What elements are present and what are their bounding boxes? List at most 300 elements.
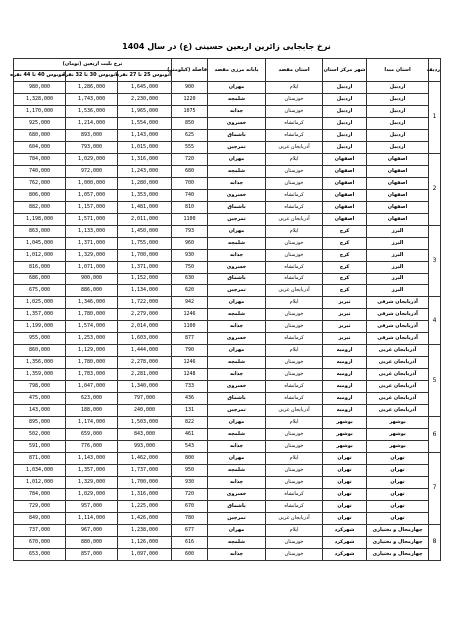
dest-province-cell: آذربایجان غربی: [266, 213, 323, 225]
dest-province-cell: آذربایجان غربی: [266, 285, 323, 297]
dest-province-cell: ایلام: [266, 225, 323, 237]
fare-bus25-cell: 1,444,000: [118, 345, 172, 357]
origin-province-cell: تهران: [367, 476, 429, 488]
origin-province-cell: اردبیل: [367, 105, 429, 117]
dest-province-cell: آذربایجان غربی: [266, 512, 323, 524]
distance-cell: 677: [172, 524, 208, 536]
table-row: [14, 165, 441, 177]
origin-city-cell: اصفهان: [323, 165, 367, 177]
fare-bus25-cell: 1,503,000: [118, 417, 172, 429]
fare-bus25-cell: 1,340,000: [118, 381, 172, 393]
dest-province-cell: ایلام: [266, 153, 323, 165]
table-row: [14, 213, 441, 225]
origin-province-cell: بوشهر: [367, 441, 429, 453]
fare-bus40-cell: 1,045,000: [14, 237, 66, 249]
fare-bus40-cell: 816,000: [14, 261, 66, 273]
fare-bus25-cell: 1,722,000: [118, 297, 172, 309]
border-terminal-cell: مهران: [208, 82, 266, 94]
distance-cell: 700: [172, 177, 208, 189]
origin-province-cell: البرز: [367, 237, 429, 249]
border-terminal-cell: باشماق: [208, 129, 266, 141]
origin-city-cell: اصفهان: [323, 201, 367, 213]
border-terminal-cell: تمرچین: [208, 285, 266, 297]
distance-cell: 750: [172, 261, 208, 273]
fare-bus30-cell: 1,174,000: [66, 417, 118, 429]
fare-bus40-cell: 1,198,000: [14, 213, 66, 225]
table-row: [14, 129, 441, 141]
origin-province-cell: بوشهر: [367, 417, 429, 429]
border-terminal-cell: شلمچه: [208, 93, 266, 105]
table-row: [14, 273, 441, 285]
origin-province-cell: آذربایجان غربی: [367, 345, 429, 357]
fare-bus30-cell: 967,000: [66, 524, 118, 536]
fare-bus30-cell: 659,000: [66, 429, 118, 441]
distance-cell: 733: [172, 381, 208, 393]
table-row: [14, 429, 441, 441]
fare-bus30-cell: 1,780,000: [66, 309, 118, 321]
fare-bus40-cell: 653,000: [14, 548, 66, 560]
dest-province-cell: کرمانشاه: [266, 488, 323, 500]
group-index-cell: 3: [429, 225, 441, 297]
distance-cell: 670: [172, 500, 208, 512]
table-row: [14, 189, 441, 201]
fare-bus30-cell: 623,000: [66, 393, 118, 405]
origin-province-cell: اردبیل: [367, 82, 429, 94]
origin-city-cell: تهران: [323, 476, 367, 488]
origin-city-cell: اردبیل: [323, 129, 367, 141]
table-row: [14, 93, 441, 105]
fare-bus25-cell: 1,238,000: [118, 524, 172, 536]
border-terminal-cell: خسروی: [208, 488, 266, 500]
distance-cell: 877: [172, 333, 208, 345]
distance-cell: 850: [172, 117, 208, 129]
border-terminal-cell: مهران: [208, 225, 266, 237]
dest-province-cell: کرمانشاه: [266, 129, 323, 141]
distance-cell: 942: [172, 297, 208, 309]
origin-city-cell: کرج: [323, 225, 367, 237]
distance-cell: 625: [172, 129, 208, 141]
table-row: [14, 465, 441, 477]
origin-city-cell: کرج: [323, 285, 367, 297]
table-row: [14, 141, 441, 153]
fare-bus30-cell: 1,371,000: [66, 237, 118, 249]
group-index-cell: 2: [429, 153, 441, 225]
origin-city-cell: ارومیه: [323, 345, 367, 357]
fare-bus40-cell: 737,000: [14, 524, 66, 536]
origin-city-cell: تهران: [323, 512, 367, 524]
origin-city-cell: اردبیل: [323, 93, 367, 105]
origin-province-cell: آذربایجان شرقی: [367, 321, 429, 333]
origin-province-cell: البرز: [367, 261, 429, 273]
fare-bus30-cell: 1,214,000: [66, 117, 118, 129]
distance-cell: 930: [172, 249, 208, 261]
table-row: [14, 488, 441, 500]
origin-city-cell: تهران: [323, 465, 367, 477]
fare-bus40-cell: 1,357,000: [14, 309, 66, 321]
table-row: [14, 548, 441, 560]
distance-cell: 900: [172, 82, 208, 94]
fare-bus30-cell: 1,133,000: [66, 225, 118, 237]
dest-province-cell: ایلام: [266, 524, 323, 536]
table-row: [14, 177, 441, 189]
fare-bus40-cell: 925,000: [14, 117, 66, 129]
fare-bus30-cell: 886,000: [66, 285, 118, 297]
fare-bus40-cell: 1,328,000: [14, 93, 66, 105]
origin-city-cell: تبریز: [323, 297, 367, 309]
fare-bus30-cell: 1,286,000: [66, 82, 118, 94]
dest-province-cell: خوزستان: [266, 93, 323, 105]
fare-bus30-cell: 893,000: [66, 129, 118, 141]
table-row: [14, 82, 441, 94]
dest-province-cell: خوزستان: [266, 237, 323, 249]
fare-bus25-cell: 1,126,000: [118, 536, 172, 548]
fare-bus30-cell: 1,329,000: [66, 476, 118, 488]
border-terminal-cell: تمرچین: [208, 141, 266, 153]
header-bus30: اتوبوس 30 تا 32 نفره: [66, 70, 118, 82]
distance-cell: 616: [172, 536, 208, 548]
fare-bus40-cell: 1,025,000: [14, 297, 66, 309]
header-row: [14, 59, 441, 71]
border-terminal-cell: تمرچین: [208, 405, 266, 417]
table-row: [14, 536, 441, 548]
distance-cell: 822: [172, 417, 208, 429]
border-terminal-cell: شلمچه: [208, 429, 266, 441]
origin-city-cell: بوشهر: [323, 429, 367, 441]
origin-city-cell: کرج: [323, 273, 367, 285]
border-terminal-cell: چذابه: [208, 548, 266, 560]
table-row: [14, 105, 441, 117]
border-terminal-cell: چذابه: [208, 441, 266, 453]
distance-cell: 1100: [172, 213, 208, 225]
border-terminal-cell: تمرچین: [208, 213, 266, 225]
table-row: [14, 309, 441, 321]
table-row: [14, 261, 441, 273]
table-row: [14, 333, 441, 345]
fare-bus30-cell: 1,029,000: [66, 153, 118, 165]
fare-bus25-cell: 2,230,000: [118, 93, 172, 105]
origin-city-cell: تهران: [323, 500, 367, 512]
group-index-cell: 8: [429, 524, 441, 560]
fare-bus25-cell: 1,426,000: [118, 512, 172, 524]
fare-bus30-cell: 957,000: [66, 500, 118, 512]
dest-province-cell: ایلام: [266, 345, 323, 357]
origin-city-cell: تهران: [323, 488, 367, 500]
dest-province-cell: خوزستان: [266, 165, 323, 177]
dest-province-cell: ایلام: [266, 453, 323, 465]
fare-bus25-cell: 2,011,000: [118, 213, 172, 225]
origin-city-cell: تهران: [323, 453, 367, 465]
table-row: [14, 117, 441, 129]
fare-bus40-cell: 882,000: [14, 201, 66, 213]
fare-bus25-cell: 1,243,000: [118, 165, 172, 177]
fare-bus25-cell: 1,700,000: [118, 476, 172, 488]
fare-bus40-cell: 591,000: [14, 441, 66, 453]
table-row: [14, 321, 441, 333]
origin-city-cell: اردبیل: [323, 141, 367, 153]
distance-cell: 810: [172, 201, 208, 213]
fare-bus40-cell: 980,000: [14, 82, 66, 94]
fare-bus40-cell: 475,000: [14, 393, 66, 405]
dest-province-cell: کرمانشاه: [266, 393, 323, 405]
origin-city-cell: شهرکرد: [323, 524, 367, 536]
border-terminal-cell: خسروی: [208, 117, 266, 129]
origin-province-cell: اردبیل: [367, 93, 429, 105]
fare-bus40-cell: 955,000: [14, 333, 66, 345]
fare-bus40-cell: 143,000: [14, 405, 66, 417]
distance-cell: 1220: [172, 93, 208, 105]
fare-table: [10, 58, 441, 561]
fare-bus30-cell: 1,157,000: [66, 201, 118, 213]
origin-city-cell: تبریز: [323, 309, 367, 321]
fare-bus25-cell: 1,353,000: [118, 189, 172, 201]
origin-city-cell: کرج: [323, 237, 367, 249]
border-terminal-cell: باشماق: [208, 201, 266, 213]
fare-bus30-cell: 1,346,000: [66, 297, 118, 309]
distance-cell: 740: [172, 189, 208, 201]
border-terminal-cell: چذابه: [208, 177, 266, 189]
fare-bus25-cell: 1,755,000: [118, 237, 172, 249]
origin-province-cell: چهارمحال و بختیاری: [367, 524, 429, 536]
border-terminal-cell: خسروی: [208, 381, 266, 393]
fare-bus25-cell: 1,152,000: [118, 273, 172, 285]
dest-province-cell: آذربایجان غربی: [266, 405, 323, 417]
dest-province-cell: خوزستان: [266, 369, 323, 381]
fare-bus25-cell: 1,280,000: [118, 177, 172, 189]
fare-bus40-cell: 863,000: [14, 225, 66, 237]
origin-city-cell: شهرکرد: [323, 548, 367, 560]
table-row: [14, 249, 441, 261]
dest-province-cell: کرمانشاه: [266, 381, 323, 393]
dest-province-cell: خوزستان: [266, 441, 323, 453]
origin-city-cell: شهرکرد: [323, 536, 367, 548]
fare-bus40-cell: 729,000: [14, 500, 66, 512]
border-terminal-cell: شلمچه: [208, 357, 266, 369]
distance-cell: 620: [172, 285, 208, 297]
fare-bus30-cell: 1,129,000: [66, 345, 118, 357]
table-row: [14, 453, 441, 465]
distance-cell: 436: [172, 393, 208, 405]
distance-cell: 461: [172, 429, 208, 441]
table-row: [14, 417, 441, 429]
fare-bus25-cell: 2,281,000: [118, 369, 172, 381]
dest-province-cell: خوزستان: [266, 476, 323, 488]
fare-bus40-cell: 806,000: [14, 189, 66, 201]
fare-bus25-cell: 1,015,000: [118, 141, 172, 153]
page-title: نرخ جابجایی زائرین اربعین حسینی (ع) در سال 1404: [122, 42, 331, 51]
origin-city-cell: اصفهان: [323, 177, 367, 189]
header-bus25: اتوبوس 25 تا 27 نفره: [118, 70, 172, 82]
border-terminal-cell: مهران: [208, 524, 266, 536]
distance-cell: 720: [172, 153, 208, 165]
table-row: [14, 201, 441, 213]
fare-bus30-cell: 1,743,000: [66, 93, 118, 105]
origin-province-cell: آذربایجان غربی: [367, 405, 429, 417]
fare-bus30-cell: 1,783,000: [66, 369, 118, 381]
header-distance: فاصله (کیلومتر): [172, 59, 208, 82]
origin-city-cell: ارومیه: [323, 381, 367, 393]
table-row: [14, 153, 441, 165]
fare-bus25-cell: 1,143,000: [118, 129, 172, 141]
border-terminal-cell: مهران: [208, 153, 266, 165]
fare-bus40-cell: 798,000: [14, 381, 66, 393]
table-row: [14, 237, 441, 249]
fare-bus25-cell: 1,481,000: [118, 201, 172, 213]
distance-cell: 790: [172, 345, 208, 357]
origin-province-cell: اردبیل: [367, 141, 429, 153]
dest-province-cell: خوزستان: [266, 309, 323, 321]
origin-province-cell: البرز: [367, 273, 429, 285]
fare-bus25-cell: 1,316,000: [118, 488, 172, 500]
table-row: [14, 345, 441, 357]
dest-province-cell: کرمانشاه: [266, 273, 323, 285]
fare-bus40-cell: 680,000: [14, 129, 66, 141]
fare-bus25-cell: 2,279,000: [118, 309, 172, 321]
border-terminal-cell: خسروی: [208, 261, 266, 273]
group-index-cell: 1: [429, 82, 441, 154]
origin-city-cell: تبریز: [323, 321, 367, 333]
fare-bus25-cell: 240,000: [118, 405, 172, 417]
origin-province-cell: چهارمحال و بختیاری: [367, 548, 429, 560]
dest-province-cell: کرمانشاه: [266, 189, 323, 201]
fare-bus40-cell: 1,170,000: [14, 105, 66, 117]
origin-province-cell: آذربایجان شرقی: [367, 333, 429, 345]
fare-bus25-cell: 1,645,000: [118, 82, 172, 94]
fare-bus40-cell: 502,000: [14, 429, 66, 441]
origin-province-cell: البرز: [367, 225, 429, 237]
origin-city-cell: کرج: [323, 249, 367, 261]
fare-bus30-cell: 972,000: [66, 165, 118, 177]
origin-city-cell: اصفهان: [323, 213, 367, 225]
group-index-cell: 7: [429, 453, 441, 525]
origin-city-cell: کرج: [323, 261, 367, 273]
fare-bus40-cell: 675,000: [14, 285, 66, 297]
dest-province-cell: آذربایجان غربی: [266, 141, 323, 153]
distance-cell: 780: [172, 512, 208, 524]
origin-province-cell: تهران: [367, 488, 429, 500]
fare-bus25-cell: 993,000: [118, 441, 172, 453]
header-bus40: اتوبوس 40 تا 44 نفره: [14, 70, 66, 82]
fare-bus40-cell: 1,012,000: [14, 476, 66, 488]
border-terminal-cell: چذابه: [208, 249, 266, 261]
distance-cell: 1100: [172, 321, 208, 333]
distance-cell: 680: [172, 165, 208, 177]
fare-bus25-cell: 797,000: [118, 393, 172, 405]
origin-province-cell: اصفهان: [367, 189, 429, 201]
fare-bus30-cell: 1,253,000: [66, 333, 118, 345]
fare-bus40-cell: 871,000: [14, 453, 66, 465]
header-dest-province: استان مقصد: [266, 59, 323, 82]
border-terminal-cell: شلمچه: [208, 165, 266, 177]
fare-bus30-cell: 776,000: [66, 441, 118, 453]
fare-bus25-cell: 1,316,000: [118, 153, 172, 165]
fare-bus40-cell: 1,359,000: [14, 369, 66, 381]
fare-bus25-cell: 1,700,000: [118, 249, 172, 261]
dest-province-cell: خوزستان: [266, 321, 323, 333]
fare-bus30-cell: 880,000: [66, 536, 118, 548]
origin-province-cell: اصفهان: [367, 201, 429, 213]
fare-bus30-cell: 188,000: [66, 405, 118, 417]
distance-cell: 800: [172, 453, 208, 465]
fare-bus30-cell: 1,780,000: [66, 357, 118, 369]
distance-cell: 960: [172, 237, 208, 249]
border-terminal-cell: مهران: [208, 345, 266, 357]
fare-bus40-cell: 1,012,000: [14, 249, 66, 261]
origin-city-cell: تبریز: [323, 333, 367, 345]
border-terminal-cell: باشماق: [208, 500, 266, 512]
dest-province-cell: خوزستان: [266, 249, 323, 261]
fare-bus30-cell: 1,143,000: [66, 453, 118, 465]
fare-bus30-cell: 793,000: [66, 141, 118, 153]
border-terminal-cell: چذابه: [208, 476, 266, 488]
fare-bus40-cell: 1,199,000: [14, 321, 66, 333]
fare-bus25-cell: 1,134,000: [118, 285, 172, 297]
header-origin-city: شهر مرکز استان: [323, 59, 367, 82]
origin-province-cell: تهران: [367, 453, 429, 465]
table-row: [14, 285, 441, 297]
fare-bus30-cell: 1,029,000: [66, 488, 118, 500]
border-terminal-cell: چذابه: [208, 321, 266, 333]
border-terminal-cell: تمرچین: [208, 512, 266, 524]
origin-province-cell: آذربایجان شرقی: [367, 309, 429, 321]
dest-province-cell: ایلام: [266, 82, 323, 94]
dest-province-cell: خوزستان: [266, 465, 323, 477]
dest-province-cell: خوزستان: [266, 105, 323, 117]
origin-province-cell: تهران: [367, 500, 429, 512]
border-terminal-cell: مهران: [208, 297, 266, 309]
fare-bus25-cell: 1,225,000: [118, 500, 172, 512]
origin-province-cell: آذربایجان غربی: [367, 369, 429, 381]
distance-cell: 930: [172, 476, 208, 488]
fare-bus40-cell: 849,000: [14, 512, 66, 524]
origin-city-cell: بوشهر: [323, 441, 367, 453]
origin-city-cell: ارومیه: [323, 357, 367, 369]
fare-bus40-cell: 1,034,000: [14, 465, 66, 477]
border-terminal-cell: باشماق: [208, 393, 266, 405]
distance-cell: 543: [172, 441, 208, 453]
origin-province-cell: اصفهان: [367, 213, 429, 225]
border-terminal-cell: شلمچه: [208, 465, 266, 477]
header-origin-province: استان مبدا: [367, 59, 429, 82]
origin-city-cell: اردبیل: [323, 82, 367, 94]
origin-province-cell: البرز: [367, 249, 429, 261]
table-row: [14, 441, 441, 453]
group-index-cell: 6: [429, 417, 441, 453]
fare-bus30-cell: 1,574,000: [66, 321, 118, 333]
fare-bus30-cell: 1,057,000: [66, 189, 118, 201]
fare-bus25-cell: 1,462,000: [118, 453, 172, 465]
origin-province-cell: اردبیل: [367, 129, 429, 141]
origin-province-cell: البرز: [367, 285, 429, 297]
fare-bus40-cell: 762,000: [14, 177, 66, 189]
group-index-cell: 5: [429, 345, 441, 417]
header-row-index: ردیف: [429, 59, 441, 82]
fare-bus25-cell: 1,737,000: [118, 465, 172, 477]
border-terminal-cell: خسروی: [208, 189, 266, 201]
fare-bus25-cell: 843,000: [118, 429, 172, 441]
dest-province-cell: کرمانشاه: [266, 117, 323, 129]
distance-cell: 1246: [172, 357, 208, 369]
table-row: [14, 405, 441, 417]
fare-bus40-cell: 784,000: [14, 153, 66, 165]
fare-bus40-cell: 670,000: [14, 536, 66, 548]
distance-cell: 950: [172, 465, 208, 477]
distance-cell: 630: [172, 273, 208, 285]
distance-cell: 555: [172, 141, 208, 153]
distance-cell: 600: [172, 548, 208, 560]
fare-bus30-cell: 1,071,000: [66, 261, 118, 273]
border-terminal-cell: مهران: [208, 453, 266, 465]
dest-province-cell: ایلام: [266, 417, 323, 429]
